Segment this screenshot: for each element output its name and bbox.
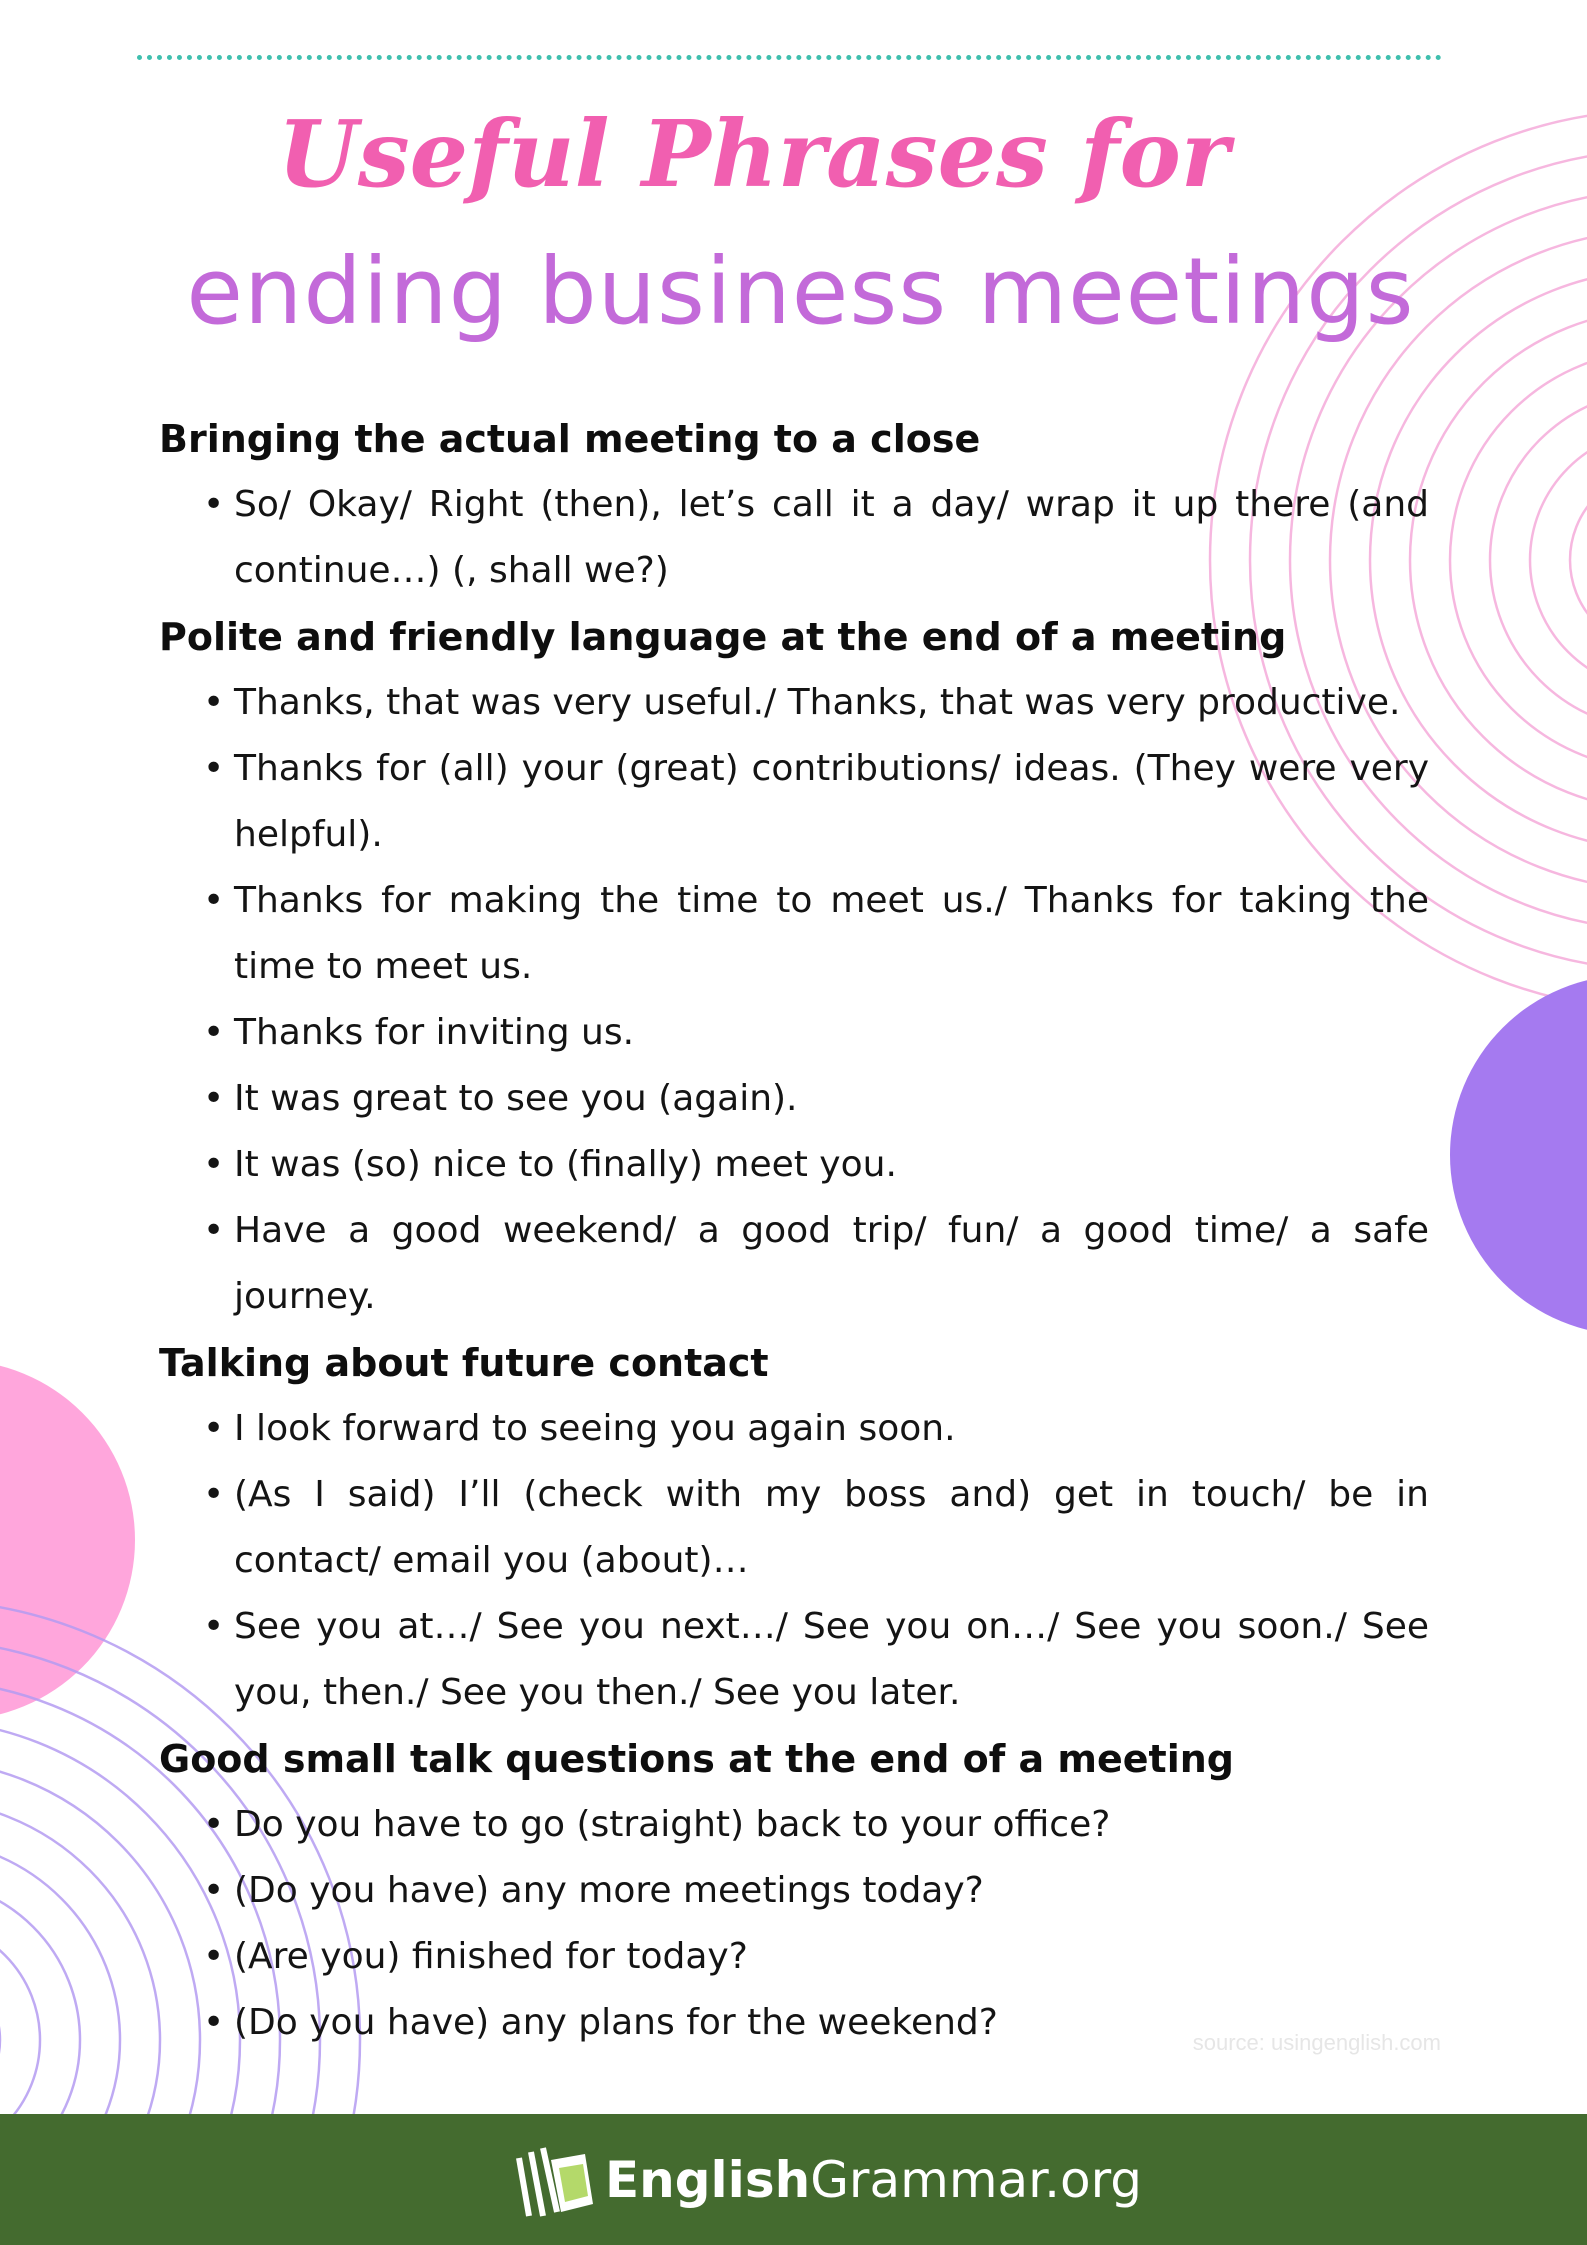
phrase-text: Thanks, that was very useful./ Thanks, that was very productive. bbox=[234, 682, 1401, 723]
phrase-text: Thanks for (all) your (great) contributions/ ideas. (They were very helpful). bbox=[234, 748, 1429, 855]
bullet-icon: • bbox=[203, 1078, 225, 1119]
section-heading: Good small talk questions at the end of a meeting bbox=[159, 1737, 1234, 1781]
list-item bbox=[159, 1792, 1429, 1858]
bullet-icon: • bbox=[203, 1870, 225, 1911]
phrase-items bbox=[159, 670, 1429, 1330]
bullet-icon: • bbox=[203, 2002, 225, 2043]
top-dotted-divider bbox=[137, 55, 1442, 60]
phrase-items bbox=[159, 1792, 1429, 2056]
phrase-text: It was (so) nice to (finally) meet you. bbox=[234, 1144, 897, 1185]
phrase-items bbox=[159, 1396, 1429, 1726]
phrase-text: (Are you) finished for today? bbox=[234, 1936, 748, 1977]
list-item bbox=[159, 1462, 1429, 1594]
phrase-text: It was great to see you (again). bbox=[234, 1078, 798, 1119]
phrase-items bbox=[159, 472, 1429, 604]
section-heading: Talking about future contact bbox=[159, 1341, 769, 1385]
bullet-icon: • bbox=[203, 1144, 225, 1185]
list-item bbox=[159, 1000, 1429, 1066]
bullet-icon: • bbox=[203, 1012, 225, 1053]
phrase-text: I look forward to seeing you again soon. bbox=[234, 1408, 956, 1449]
list-item bbox=[159, 736, 1429, 868]
list-item bbox=[159, 1924, 1429, 1990]
footer-logo[interactable] bbox=[505, 2138, 1142, 2222]
bullet-icon: • bbox=[203, 1474, 225, 1515]
list-item bbox=[159, 472, 1429, 604]
bullet-icon: • bbox=[203, 880, 225, 921]
phrase-text: So/ Okay/ Right (then), let’s call it a day/ wrap it up there (and continue…) (, shall we?) bbox=[234, 484, 1429, 591]
title-main: ending business meetings bbox=[186, 238, 1415, 345]
logo-text-grammar: Grammar.org bbox=[810, 2151, 1143, 2209]
list-item bbox=[159, 1066, 1429, 1132]
title-script: Useful Phrases for bbox=[277, 100, 1230, 208]
phrase-text: Do you have to go (straight) back to your office? bbox=[234, 1804, 1111, 1845]
bullet-icon: • bbox=[203, 748, 225, 789]
bullet-icon: • bbox=[203, 484, 225, 525]
section-heading: Polite and friendly language at the end of a meeting bbox=[159, 615, 1287, 659]
bullet-icon: • bbox=[203, 1408, 225, 1449]
bullet-icon: • bbox=[203, 1936, 225, 1977]
phrase-text: (Do you have) any plans for the weekend? bbox=[234, 2002, 998, 2043]
pink-circle bbox=[0, 1360, 135, 1720]
phrase-text: (As I said) I’ll (check with my boss and) get in touch/ be in contact/ email you (about)… bbox=[234, 1474, 1429, 1581]
section-heading: Bringing the actual meeting to a close bbox=[159, 417, 981, 461]
phrase-text: See you at…/ See you next…/ See you on…/ See you soon./ See you, then./ See you then./ See you later. bbox=[234, 1606, 1429, 1713]
list-item bbox=[159, 1594, 1429, 1726]
bullet-icon: • bbox=[203, 682, 225, 723]
footer-banner bbox=[0, 2114, 1587, 2245]
bullet-icon: • bbox=[203, 1210, 225, 1251]
phrase-text: Thanks for making the time to meet us./ Thanks for taking the time to meet us. bbox=[234, 880, 1429, 987]
phrase-list bbox=[159, 406, 1429, 2056]
phrase-text: (Do you have) any more meetings today? bbox=[234, 1870, 984, 1911]
phrase-text: Have a good weekend/ a good trip/ fun/ a good time/ a safe journey. bbox=[234, 1210, 1429, 1317]
purple-circle bbox=[1450, 975, 1587, 1335]
phrase-text: Thanks for inviting us. bbox=[234, 1012, 635, 1053]
bullet-icon: • bbox=[203, 1804, 225, 1845]
source-credit: source: usingenglish.com bbox=[1192, 2030, 1441, 2055]
list-item bbox=[159, 1132, 1429, 1198]
list-item bbox=[159, 1198, 1429, 1330]
list-item bbox=[159, 868, 1429, 1000]
books-icon bbox=[505, 2138, 597, 2222]
list-item bbox=[159, 670, 1429, 736]
logo-text-english: English bbox=[605, 2151, 811, 2209]
list-item bbox=[159, 1396, 1429, 1462]
bullet-icon: • bbox=[203, 1606, 225, 1647]
list-item bbox=[159, 1858, 1429, 1924]
